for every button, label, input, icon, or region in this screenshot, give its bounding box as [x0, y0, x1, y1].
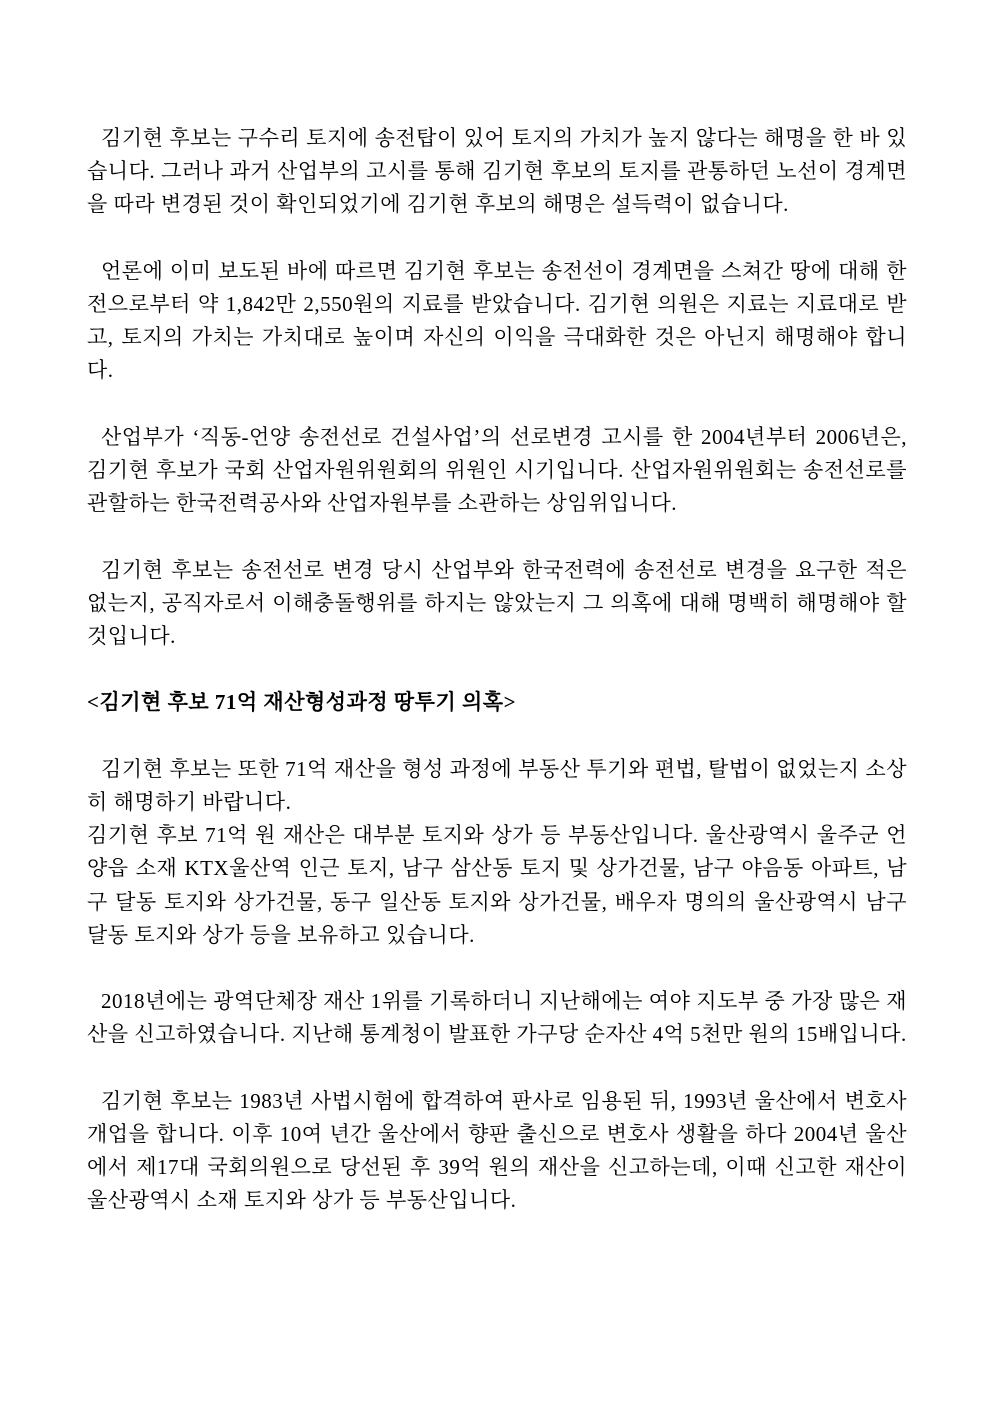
body-paragraph: 김기현 후보는 송전선로 변경 당시 산업부와 한국전력에 송전선로 변경을 요구한 적은 없는지, 공직자로서 이해충돌행위를 하지는 않았는지 그 의혹에 대해 명백히 해명해야 할 것입니다.: [87, 557, 907, 648]
body-paragraph: 김기현 후보는 또한 71억 재산을 형성 과정에 부동산 투기와 편법, 탈법이 없었는지 소상히 해명하기 바랍니다.: [87, 756, 907, 814]
document-body: [87, 122, 907, 1218]
body-paragraph: 김기현 후보 71억 원 재산은 대부분 토지와 상가 등 부동산입니다. 울산광역시 울주군 언양읍 소재 KTX울산역 인근 토지, 남구 삼산동 토지 및 상가건물, 남구 야음동 아파트, 남구 달동 토지와 상가건물, 동구 일산동 토지와 상가건물, 배우자 명의의 울산광역시 남구 달동 토지와 상가 등을 보유하고 있습니다.: [87, 823, 907, 947]
body-paragraph: 김기현 후보는 1983년 사법시험에 합격하여 판사로 임용된 뒤, 1993년 울산에서 변호사 개업을 합니다. 이후 10여 년간 울산에서 향판 출신으로 변호사 생활을 하다 2004년 울산에서 제17대 국회의원으로 당선된 후 39억 원의 재산을 신고하는데, 이때 신고한 재산이 울산광역시 소재 토지와 상가 등 부동산입니다.: [87, 1088, 907, 1213]
section-heading: <김기현 후보 71억 재산형성과정 땅투기 의혹>: [87, 690, 517, 715]
body-paragraph: 김기현 후보는 구수리 토지에 송전탑이 있어 토지의 가치가 높지 않다는 해명을 한 바 있습니다. 그러나 과거 산업부의 고시를 통해 김기현 후보의 토지를 관통하던 노선이 경계면을 따라 변경된 것이 확인되었기에 김기현 후보의 해명은 설득력이 없습니다.: [87, 126, 907, 217]
body-paragraph: 2018년에는 광역단체장 재산 1위를 기록하더니 지난해에는 여야 지도부 중 가장 많은 재산을 신고하였습니다. 지난해 통계청이 발표한 가구당 순자산 4억 5천만 원의 15배입니다.: [87, 989, 907, 1047]
body-paragraph: 산업부가 ‘직동-언양 송전선로 건설사업’의 선로변경 고시를 한 2004년부터 2006년은, 김기현 후보가 국회 산업자원위원회의 위원인 시기입니다. 산업자원위원회는 송전선로를 관할하는 한국전력공사와 산업자원부를 소관하는 상임위입니다.: [87, 424, 907, 516]
body-paragraph: 언론에 이미 보도된 바에 따르면 김기현 후보는 송전선이 경계면을 스쳐간 땅에 대해 한전으로부터 약 1,842만 2,550원의 지료를 받았습니다. 김기현 의원은 지료는 지료대로 받고, 토지의 가치는 가치대로 높이며 자신의 이익을 극대화한 것은 아닌지 해명해야 합니다.: [87, 258, 907, 383]
